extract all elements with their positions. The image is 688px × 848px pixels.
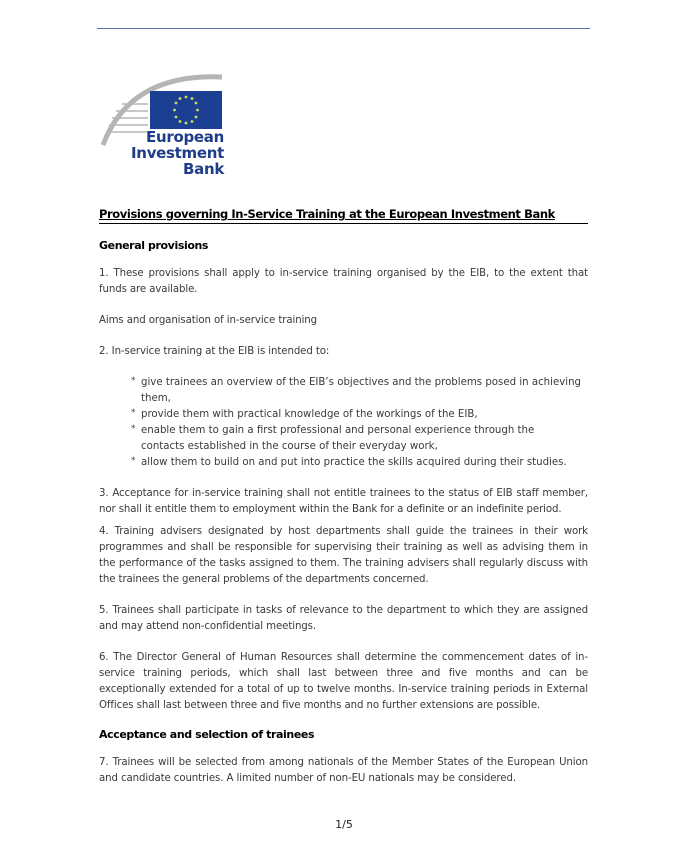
document-title: Provisions governing In-Service Training at the European Investment Bank bbox=[99, 207, 588, 224]
paragraph-4: 4. Training advisers designated by host departments shall guide the trainees in their work programmes and shall be responsible for supervising their training as well as advising them in the performance of the tasks assigned to them. The training advisers shall regularly discuss with the trainees the general problems of the departments concerned. bbox=[99, 526, 588, 585]
logo-line-1: European bbox=[146, 128, 224, 146]
list-item: * allow them to build on and put into practice the skills acquired during their studies. bbox=[131, 455, 588, 471]
logo-line-2: Investment Bank bbox=[131, 144, 224, 178]
eib-logo-text bbox=[100, 129, 224, 177]
page-number: 1/5 bbox=[335, 818, 353, 831]
document-body bbox=[99, 207, 588, 787]
paragraph-3: 3. Acceptance for in-service training shall not entitle trainees to the status of EIB staff member, nor shall it entitle them to employment within the Bank for a definite or an indefinite period. bbox=[99, 488, 588, 515]
section-heading-general: General provisions bbox=[99, 239, 209, 252]
header-rule bbox=[97, 28, 590, 29]
list-item: * provide them with practical knowledge of the workings of the EIB, bbox=[131, 407, 588, 423]
section-heading-acceptance: Acceptance and selection of trainees bbox=[99, 728, 315, 741]
list-item: * enable them to gain a first professional and personal experience through the contacts established in the course of their everyday work, bbox=[131, 423, 541, 455]
paragraph-2: 2. In-service training at the EIB is intended to: bbox=[99, 346, 330, 357]
aims-list bbox=[99, 375, 588, 471]
paragraph-6: 6. The Director General of Human Resources shall determine the commencement dates of in-service training periods, which shall last between three and five months and can be exceptionally extended for a total of up to twelve months. In-service training periods in External Offices shall last between three and five months and no further extensions are possible. bbox=[99, 652, 588, 711]
paragraph-5: 5. Trainees shall participate in tasks of relevance to the department to which they are assigned and may attend non-confidential meetings. bbox=[99, 605, 588, 632]
aims-heading: Aims and organisation of in-service training bbox=[99, 315, 318, 326]
paragraph-1: 1. These provisions shall apply to in-service training organised by the EIB, to the extent that funds are available. bbox=[99, 268, 588, 295]
list-item: * give trainees an overview of the EIB’s objectives and the problems posed in achieving them, bbox=[131, 375, 588, 407]
paragraph-7: 7. Trainees will be selected from among nationals of the Member States of the European Union and candidate countries. A limited number of non-EU nationals may be considered. bbox=[99, 757, 588, 784]
